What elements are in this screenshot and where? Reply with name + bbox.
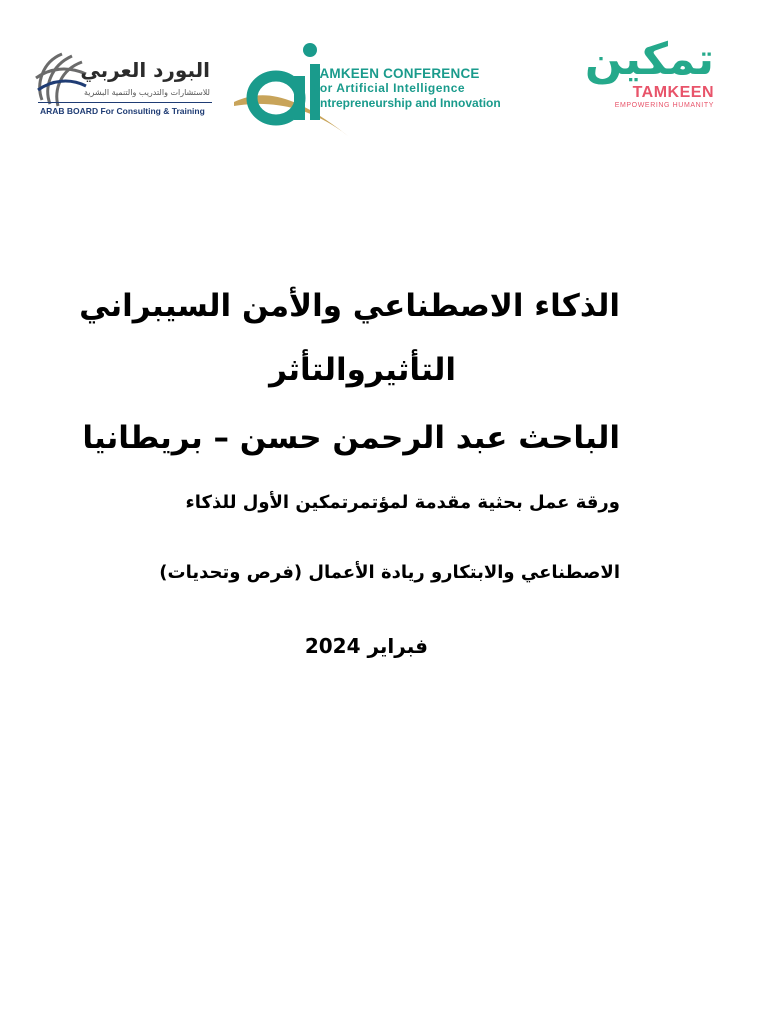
tamkeen-tagline: EMPOWERING HUMANITY	[614, 102, 714, 109]
arab-board-name-ar: البورد العربي	[80, 58, 210, 82]
arab-board-logo	[28, 44, 218, 124]
subtitle-line-1: ورقة عمل بحثية مقدمة لمؤتمرتمكين الأول للذكاء	[185, 492, 620, 513]
tamkeen-name-en: TAMKEEN	[632, 84, 714, 101]
author-line: الباحث عبد الرحمن حسن – بريطانيا	[82, 420, 620, 456]
arab-board-divider	[38, 102, 212, 103]
conference-line-1: TAMKEEN CONFERENCE	[312, 66, 480, 81]
conference-line-3: Entrepreneurship and Innovation	[312, 96, 501, 110]
arab-board-name-en: ARAB BOARD For Consulting & Training	[40, 106, 205, 116]
conference-logo	[230, 40, 520, 140]
conference-title	[312, 66, 501, 111]
logo-row	[0, 34, 768, 140]
document-date: فبراير 2024	[304, 634, 428, 658]
conference-line-2: For Artificial Intelligence	[312, 81, 466, 95]
subtitle-line-2: الاصطناعي والابتكارو ريادة الأعمال (فرص وتحديات)	[159, 562, 620, 583]
document-title-line-2: التأثيروالتأثر	[269, 352, 456, 388]
tamkeen-logo	[530, 34, 730, 120]
document-title: الذكاء الاصطناعي والأمن السيبراني	[79, 288, 620, 324]
tamkeen-name-ar: تمكين	[584, 34, 714, 85]
arab-board-tagline-ar: للاستشارات والتدريب والتنمية البشرية	[83, 88, 210, 97]
